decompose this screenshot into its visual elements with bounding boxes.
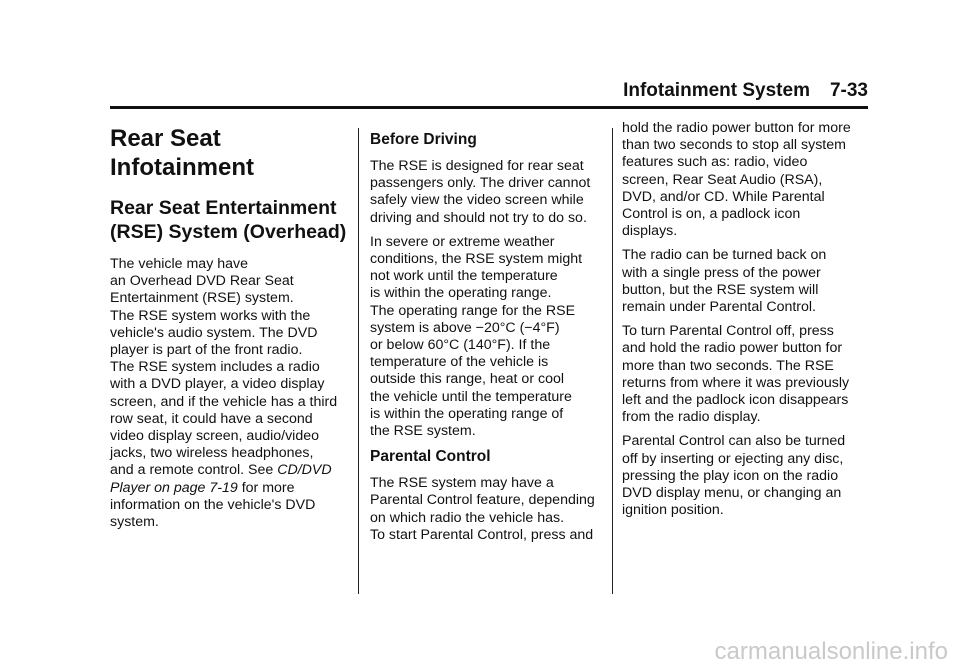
- text-line: ignition position.: [622, 502, 724, 519]
- text-line: system is above −20°C (−4°F): [370, 319, 560, 336]
- subsection-heading: [110, 196, 346, 244]
- text-line: video display screen, audio/video: [110, 428, 320, 445]
- section-heading-line: Rear Seat: [110, 125, 221, 152]
- text-line: The RSE is designed for rear seat: [370, 158, 584, 174]
- text-line: conditions, the RSE system might: [370, 251, 583, 268]
- text-line: To start Parental Control, press and: [370, 526, 594, 543]
- text-line: the vehicle until the temperature: [370, 388, 572, 405]
- text-line: screen, Rear Seat Audio (RSA),: [622, 171, 823, 188]
- parental-control-continued-paragraph: [622, 120, 868, 240]
- text-line: and hold the radio power button for: [622, 340, 843, 357]
- section-title: Infotainment System: [623, 80, 810, 101]
- text-line: The RSE system includes a radio: [110, 359, 320, 376]
- text-line: an Overhead DVD Rear Seat: [110, 273, 294, 290]
- before-driving-paragraph: [370, 158, 606, 227]
- text-line: screen, and if the vehicle has a third: [110, 393, 338, 410]
- text-line: player is part of the front radio.: [110, 342, 303, 359]
- parental-control-heading: Parental Control: [370, 448, 491, 466]
- column-divider-left: [358, 128, 359, 594]
- rse-description-paragraph: [110, 256, 346, 531]
- cross-reference-link[interactable]: CD/DVD: [277, 462, 332, 479]
- text-line: than two seconds to stop all system: [622, 137, 846, 154]
- cross-reference-link[interactable]: Player on page 7-19: [110, 479, 238, 496]
- turn-off-paragraph: [622, 323, 868, 426]
- parental-control-paragraph: [370, 475, 606, 544]
- text-line: temperature of the vehicle is: [370, 354, 549, 371]
- column-1: [110, 120, 346, 538]
- text-line: safely view the video screen while: [370, 192, 584, 209]
- text-line: the RSE system.: [370, 423, 476, 440]
- alternate-off-paragraph: [622, 433, 868, 519]
- text-line: Control is on, a padlock icon: [622, 206, 801, 223]
- column-2: [370, 120, 606, 551]
- text-line: with a DVD player, a video display: [110, 376, 325, 393]
- text-line: system.: [110, 514, 159, 531]
- text-line: on which radio the vehicle has.: [370, 509, 565, 526]
- text-line: DVD, and/or CD. While Parental: [622, 188, 825, 205]
- column-3: [622, 120, 868, 526]
- text-line: is within the operating range of: [370, 405, 564, 422]
- page-header: [110, 80, 868, 104]
- text-line: vehicle's audio system. The DVD: [110, 324, 318, 341]
- text-line: row seat, it could have a second: [110, 410, 313, 427]
- temperature-paragraph: [370, 234, 606, 440]
- text-line: left and the padlock icon disappears: [622, 392, 849, 409]
- text-line: The radio can be turned back on: [622, 247, 827, 264]
- subsection-heading-line: (RSE) System (Overhead): [110, 221, 347, 243]
- text-line: DVD display menu, or changing an: [622, 485, 842, 502]
- text-line: hold the radio power button for more: [622, 120, 851, 136]
- text-line: button, but the RSE system will: [622, 281, 819, 298]
- text-line: The RSE system works with the: [110, 307, 311, 324]
- text-line: Parental Control feature, depending: [370, 492, 595, 509]
- page-number: 7-33: [829, 80, 868, 101]
- column-divider-right: [612, 128, 613, 594]
- text-line: information on the vehicle's DVD: [110, 496, 316, 513]
- text-line: To turn Parental Control off, press: [622, 323, 834, 340]
- text-line-with-reference: [110, 480, 346, 497]
- subsection-heading-line: Rear Seat Entertainment: [110, 197, 337, 219]
- text-line: The operating range for the RSE: [370, 302, 576, 319]
- text-line-with-reference: [110, 462, 346, 479]
- before-driving-heading: Before Driving: [370, 131, 477, 148]
- text-line: passengers only. The driver cannot: [370, 175, 591, 192]
- text-line: The RSE system may have a: [370, 475, 554, 492]
- text-line: not work until the temperature: [370, 268, 558, 285]
- watermark: carmanualsonline.info: [714, 638, 948, 665]
- text-line: pressing the play icon on the radio: [622, 467, 839, 484]
- text-fragment: and a remote control. See: [110, 462, 278, 479]
- text-line: off by inserting or ejecting any disc,: [622, 450, 844, 467]
- text-line: In severe or extreme weather: [370, 233, 555, 250]
- header-rule: [110, 106, 868, 109]
- text-fragment: for more: [237, 479, 295, 496]
- text-line: remain under Parental Control.: [622, 299, 816, 316]
- text-line: from the radio display.: [622, 409, 761, 426]
- radio-on-paragraph: [622, 247, 868, 316]
- text-line: The vehicle may have: [110, 256, 249, 272]
- text-line: displays.: [622, 223, 678, 240]
- text-line: is within the operating range.: [370, 285, 552, 302]
- section-heading-line: Infotainment: [110, 154, 254, 181]
- text-line: more than two seconds. The RSE: [622, 357, 834, 374]
- text-line: Entertainment (RSE) system.: [110, 290, 294, 307]
- text-line: jacks, two wireless headphones,: [110, 445, 314, 462]
- text-line: driving and should not try to do so.: [370, 209, 587, 226]
- text-line: outside this range, heat or cool: [370, 371, 565, 388]
- section-heading: [110, 124, 346, 182]
- text-line: or below 60°C (140°F). If the: [370, 337, 551, 354]
- text-line: features such as: radio, video: [622, 154, 808, 171]
- text-line: with a single press of the power: [622, 264, 821, 281]
- text-line: returns from where it was previously: [622, 374, 850, 391]
- text-line: Parental Control can also be turned: [622, 433, 846, 450]
